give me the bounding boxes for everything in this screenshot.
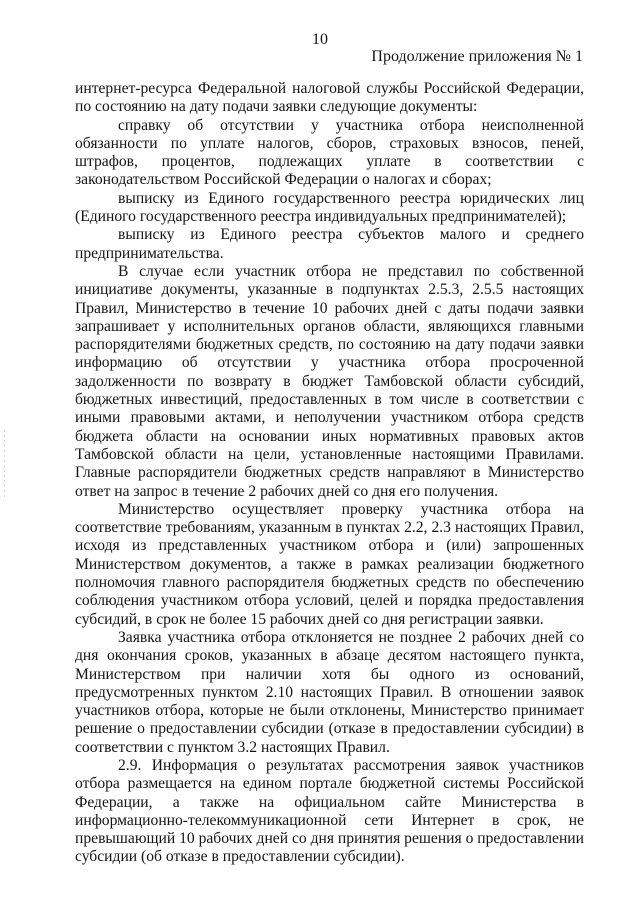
paragraph-ministry-request: В случае если участник отбора не представил по собственной инициативе документы, указанные в подпунктах 2.5.3, 2.5.5 настоящих Правил, Министерство в течение 10 рабочих дней с даты подачи заявки запрашивает у исполнительных органов области, являющихся главными распорядителями бюджетных средств, по состоянию на дату подачи заявки информацию об отсутствии у участника отбора просроченной задолженности по возврату в бюджет Тамбовской области субсидий, бюджетных инвестиций, предоставленных в том числе в соответствии с иными правовыми актами, и неполучении участником отбора средств бюджета области на основании иных нормативных правовых актов Тамбовской области на цели, установленные настоящими Правилами. Главные распорядители бюджетных средств направляют в Министерство ответ на запрос в течение 2 рабочих дней со дня его получения. bbox=[75, 262, 584, 500]
paragraph-ministry-verification: Министерство осуществляет проверку участника отбора на соответствие требованиям, указанным в пунктах 2.2, 2.3 настоящих Правил, исходя из представленных участником отбора и (или) запрошенных Министерством документов, а также в рамках реализации бюджетного полномочия главного распорядителя бюджетных средств по обеспечению соблюдения участником отбора условий, целей и порядка предоставления субсидий, в срок не более 15 рабочих дней со дня регистрации заявки. bbox=[75, 500, 584, 628]
paragraph-2-9-results-publication: 2.9. Информация о результатах рассмотрения заявок участников отбора размещается на едином портале бюджетной системы Российской Федерации, а также на официальном сайте Министерства в информационно-телекоммуникационной сети Интернет в срок, не превышающий 10 рабочих дней со дня принятия решения о предоставлении субсидии (об отказе в предоставлении субсидии). bbox=[75, 756, 584, 866]
paragraph-intro-continuation: интернет-ресурса Федеральной налоговой службы Российской Федерации, по состоянию на дату подачи заявки следующие документы: bbox=[75, 80, 584, 116]
paragraph-legal-entities-extract: выписку из Единого государственного реестра юридических лиц (Единого государственного реестра индивидуальных предпринимателей); bbox=[75, 189, 584, 226]
margin-scan-mark bbox=[4, 430, 5, 500]
paragraph-tax-certificate: справку об отсутствии у участника отбора неисполненной обязанности по уплате налогов, сборов, страховых взносов, пеней, штрафов, процентов, подлежащих уплате в соответствии с законодательством Российской Федерации о налогах и сборах; bbox=[75, 116, 584, 189]
document-body bbox=[75, 80, 584, 867]
appendix-continuation-header: Продолжение приложения № 1 bbox=[371, 48, 583, 65]
paragraph-sme-registry-extract: выписку из Единого реестра субъектов малого и среднего предпринимательства. bbox=[75, 226, 584, 262]
paragraph-application-rejection: Заявка участника отбора отклоняется не позднее 2 рабочих дней со дня окончания сроков, указанных в абзаце десятом настоящего пункта, Министерством при наличии хотя бы одного из оснований, предусмотренных пунктом 2.10 настоящих Правил. В отношении заявок участников отбора, которые не были отклонены, Министерство принимает решение о предоставлении субсидии (отказе в предоставлении субсидии) в соответствии с пунктом 3.2 настоящих Правил. bbox=[75, 628, 584, 756]
page-number: 10 bbox=[312, 31, 328, 48]
